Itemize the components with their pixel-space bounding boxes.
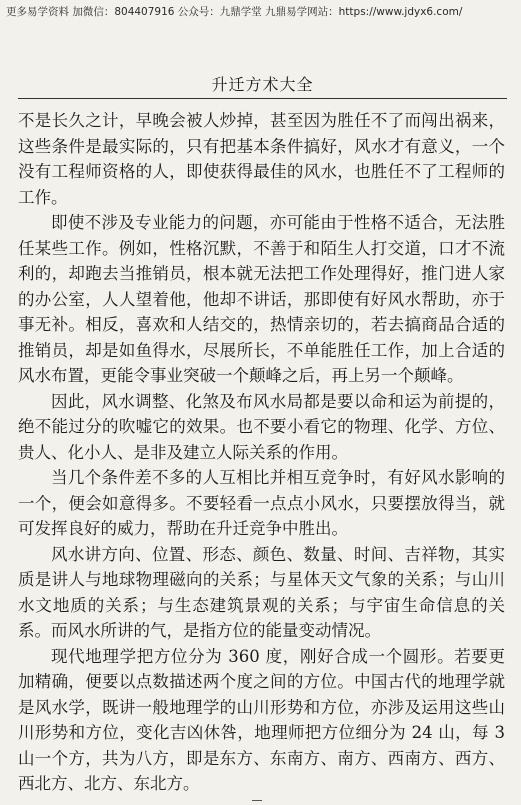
page-body [18,108,505,797]
watermark-text: 更多易学资料 加微信：804407916 公众号：九鼎学堂 九鼎易学网站：https://www.jdyx6.com/ [6,6,463,18]
paragraph: 当几个条件差不多的人互相比并相互竞争时，有好风水影响的一个，便会如意得多。不要轻看一点点小风水，只要摆放得当，就可发挥良好的威力，帮助在升迁竞争中胜出。 [18,468,505,538]
page-footer [0,799,521,805]
page-title: 升迁方术大全 [211,75,314,94]
page-number-mark [252,800,262,805]
paragraph: 因此，风水调整、化煞及布风水局都是要以命和运为前提的，绝不能过分的吹嘘它的效果。也不要小看它的物理、化学、方位、贵人、化小人、是非及建立人际关系的作用。 [18,391,505,462]
paragraph: 风水讲方向、位置、形态、颜色、数量、时间、吉祥物，其实质是讲人与地球物理磁向的关系；与星体天文气象的关系；与山川水文地质的关系；与生态建筑景观的关系；与宇宙生命信息的关系。而风水所讲的气，是指方位的能量变动情况。 [18,544,505,640]
page-header [18,72,507,99]
header-rule [18,98,507,99]
paragraph: 现代地理学把方位分为 360 度，刚好合成一个圆形。若要更加精确，便要以点数描述两个度之间的方位。中国古代的地理学就是风水学，既讲一般地理学的山川形势和方位，亦涉及运用这些山川形势和方位，变化吉凶休咎，地理师把方位细分为 24 山，每 3 山一个方，共为八方，即是东方、东南方、南方、西南方、西方、西北方、北方、东北方。 [18,646,505,793]
paragraph: 即使不涉及专业能力的问题，亦可能由于性格不适合，无法胜任某些工作。例如，性格沉默，不善于和陌生人打交道，口才不流利的，却跑去当推销员，根本就无法把工作处理得好，推门进人家的办公室，人人望着他，他却不讲话，那即使有好风水帮助，亦于事无补。相反，喜欢和人结交的，热情亲切的，若去搞商品合适的推销员，却是如鱼得水，尽展所长，不单能胜任工作，加上合适的风水布置，更能令事业突破一个颠峰之后，再上另一个颠峰。 [18,213,505,385]
paragraph: 不是长久之计，早晚会被人炒掉，甚至因为胜任不了而闯出祸来，这些条件是最实际的，只有把基本条件搞好，风水才有意义，一个没有工程师资格的人，即使获得最佳的风水，也胜任不了工程师的工作。 [18,111,505,207]
